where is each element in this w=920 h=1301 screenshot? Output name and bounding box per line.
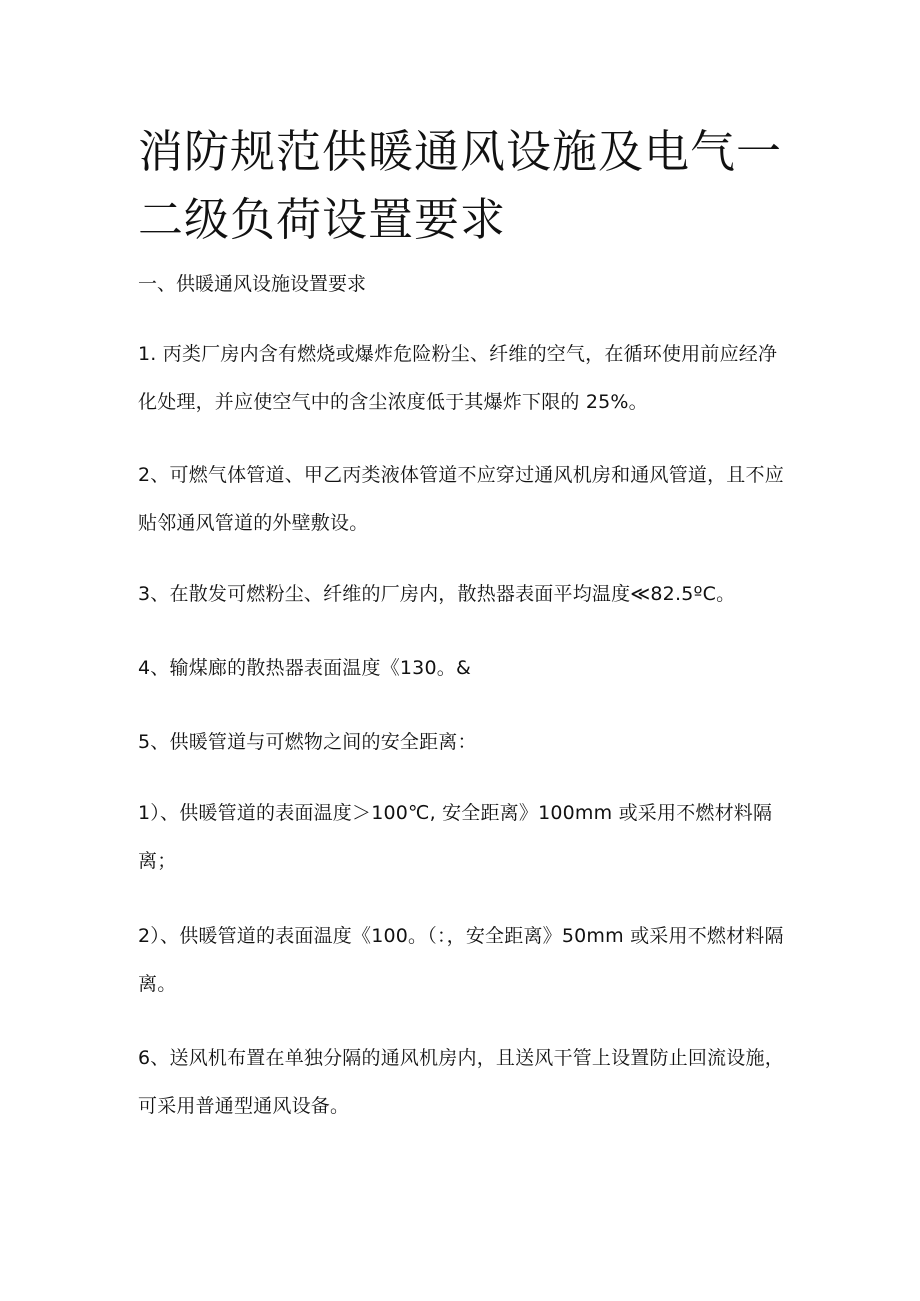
paragraph-item-3: 3、在散发可燃粉尘、纤维的厂房内，散热器表面平均温度≪82.5ºC。 (138, 583, 736, 605)
paragraph-subitem-1: 1）、供暖管道的表面温度＞100℃, 安全距离》100mm 或采用不燃材料隔离； (138, 802, 773, 872)
paragraph-item-6: 6、送风机布置在单独分隔的通风机房内，且送风干管上设置防止回流设施，可采用普通型通风设备。 (138, 1047, 784, 1117)
paragraph-item-5: 5、供暖管道与可燃物之间的安全距离： (138, 731, 477, 753)
paragraph-item-2: 2、可燃气体管道、甲乙丙类液体管道不应穿过通风机房和通风管道，且不应贴邻通风管道的外壁敷设。 (138, 464, 784, 534)
paragraph-subitem-2: 2）、供暖管道的表面温度《100。（：，安全距离》50mm 或采用不燃材料隔离。 (138, 925, 784, 995)
paragraph-item-4: 4、输煤廊的散热器表面温度《130。& (138, 657, 471, 679)
paragraph-item-1: 1. 丙类厂房内含有燃烧或爆炸危险粉尘、纤维的空气，在循环使用前应经净化处理，并应使空气中的含尘浓度低于其爆炸下限的 25%。 (138, 343, 778, 413)
document-title: 消防规范供暖通风设施及电气一二级负荷设置要求 (138, 125, 783, 246)
section-heading: 一、供暖通风设施设置要求 (138, 273, 367, 295)
